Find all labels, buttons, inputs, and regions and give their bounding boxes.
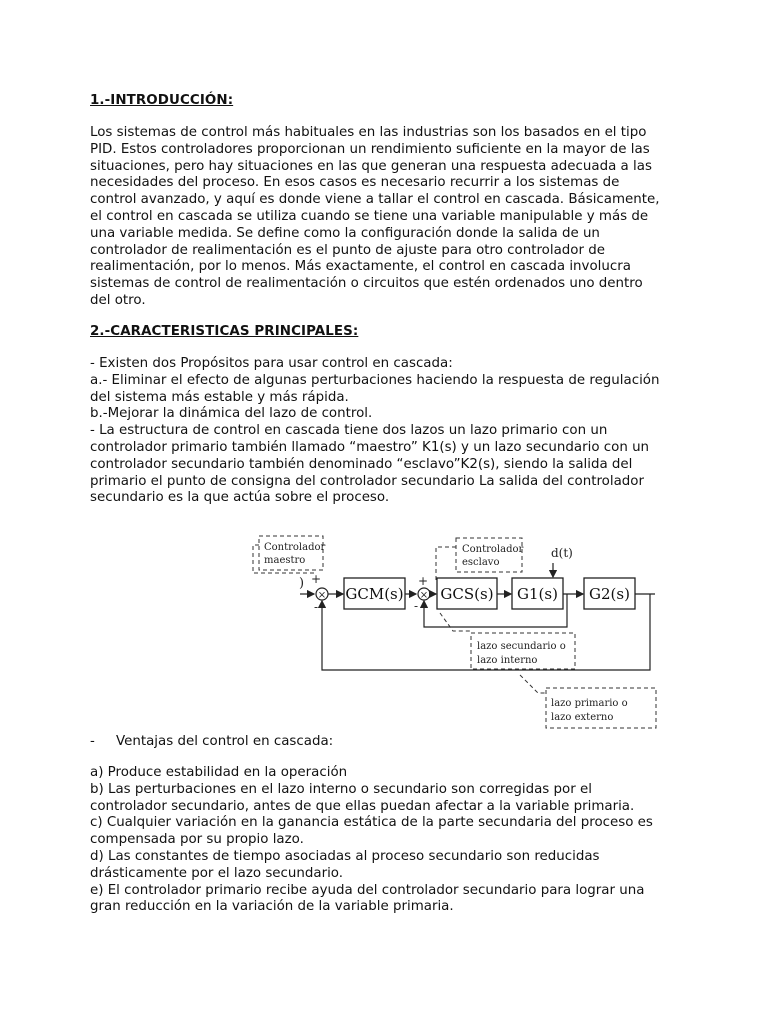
list-item: c) Cualquier variación en la ganancia estática de la parte secundaria del proceso es <box>90 815 653 831</box>
intro-paragraph <box>90 125 678 310</box>
text-line: del otro. <box>90 292 146 308</box>
text-line: una variable medida. Se define como la configuración donde la salida de un <box>90 225 600 241</box>
text-line: a.- Eliminar el efecto de algunas perturbaciones haciendo la respuesta de regulación <box>90 372 660 388</box>
text-line: - La estructura de control en cascada tiene dos lazos un lazo primario con un <box>90 423 608 439</box>
list-item: b) Las perturbaciones en el lazo interno o secundario son corregidas por el <box>90 781 592 797</box>
sum1-minus: - <box>314 600 319 614</box>
text-line: controlador secundario también denominado “esclavo”K2(s), siendo la salida del <box>90 456 633 472</box>
cascade-control-diagram <box>208 525 663 723</box>
list-item: gran reducción en la variación de la variable primaria. <box>90 899 454 915</box>
text-line: realimentación, por lo menos. Más exactamente, el control en cascada involucra <box>90 259 631 275</box>
sum1-plus: + <box>311 572 322 586</box>
characteristics-paragraph <box>90 356 678 507</box>
ventajas-bullet <box>90 733 333 750</box>
bullet-text: Ventajas del control en cascada: <box>116 734 334 749</box>
outer-loop-label-line1: lazo primario o <box>551 698 628 709</box>
disturbance-label: d(t) <box>551 546 573 560</box>
list-item: d) Las constantes de tiempo asociadas al proceso secundario son reducidas <box>90 848 600 864</box>
text-line: sistemas de control de realimentación o circuitos que estén ordenados uno dentro <box>90 276 643 292</box>
text-line: el control en cascada se utiliza cuando se tiene una variable manipulable y más de <box>90 208 649 224</box>
sum2-plus: + <box>418 574 429 588</box>
section-heading-caracteristicas: 2.-CARACTERISTICAS PRINCIPALES: <box>90 324 359 339</box>
bullet-dash: - <box>90 734 95 749</box>
controlador-maestro-label-line1: Controlador <box>264 542 326 553</box>
list-item: a) Produce estabilidad en la operación <box>90 765 348 780</box>
text-line: secundario es la que actúa sobre el proceso. <box>90 490 390 506</box>
block-g2-label: G2(s) <box>589 585 630 603</box>
block-g1-label: G1(s) <box>517 585 558 603</box>
input-fragment: ) <box>299 576 305 591</box>
text-line: necesidades del proceso. En esos casos es necesario recurrir a los sistemas de <box>90 175 620 191</box>
sum2-symbol: × <box>419 590 429 601</box>
list-item: drásticamente por el lazo secundario. <box>90 865 344 881</box>
text-line: b.-Mejorar la dinámica del lazo de control. <box>90 406 373 422</box>
text-line: control avanzado, y aquí es donde viene a tallar el control en cascada. Básicamente, <box>90 192 660 208</box>
text-line: controlador de realimentación es el punto de ajuste para otro controlador de <box>90 242 605 258</box>
controlador-esclavo-label-line2: esclavo <box>462 557 500 568</box>
inner-loop-label-line1: lazo secundario o <box>477 641 566 652</box>
block-gcm-label: GCM(s) <box>345 585 404 603</box>
text-line: situaciones, pero hay situaciones en las que generan una respuesta adecuada a las <box>90 158 652 174</box>
text-line: Los sistemas de control más habituales en las industrias son los basados en el tipo <box>90 125 647 140</box>
controlador-maestro-label-line2: maestro <box>264 555 306 566</box>
text-line: controlador primario también llamado “maestro” K1(s) y un lazo secundario con un <box>90 439 650 455</box>
sum2-minus: - <box>414 599 419 613</box>
inner-loop-label-line2: lazo interno <box>477 655 538 666</box>
sum1-symbol: × <box>317 590 327 601</box>
outer-loop-label-line2: lazo externo <box>551 712 614 723</box>
text-line: - Existen dos Propósitos para usar control en cascada: <box>90 356 453 371</box>
list-item: e) El controlador primario recibe ayuda del controlador secundario para lograr una <box>90 882 645 898</box>
section-heading-introduccion: 1.-INTRODUCCIÓN: <box>90 93 234 108</box>
text-line: del sistema más estable y más rápida. <box>90 389 349 405</box>
text-line: primario el punto de consigna del controlador secundario La salida del controlador <box>90 473 644 489</box>
list-item: compensada por su propio lazo. <box>90 832 304 848</box>
list-item: controlador secundario, antes de que ellas puedan afectar a la variable primaria. <box>90 798 635 814</box>
text-line: PID. Estos controladores proporcionan un rendimiento suficiente en la mayor de las <box>90 141 650 157</box>
block-gcs-label: GCS(s) <box>440 585 494 603</box>
ventajas-list <box>90 765 678 916</box>
controlador-esclavo-label-line1: Controlador <box>462 544 524 555</box>
